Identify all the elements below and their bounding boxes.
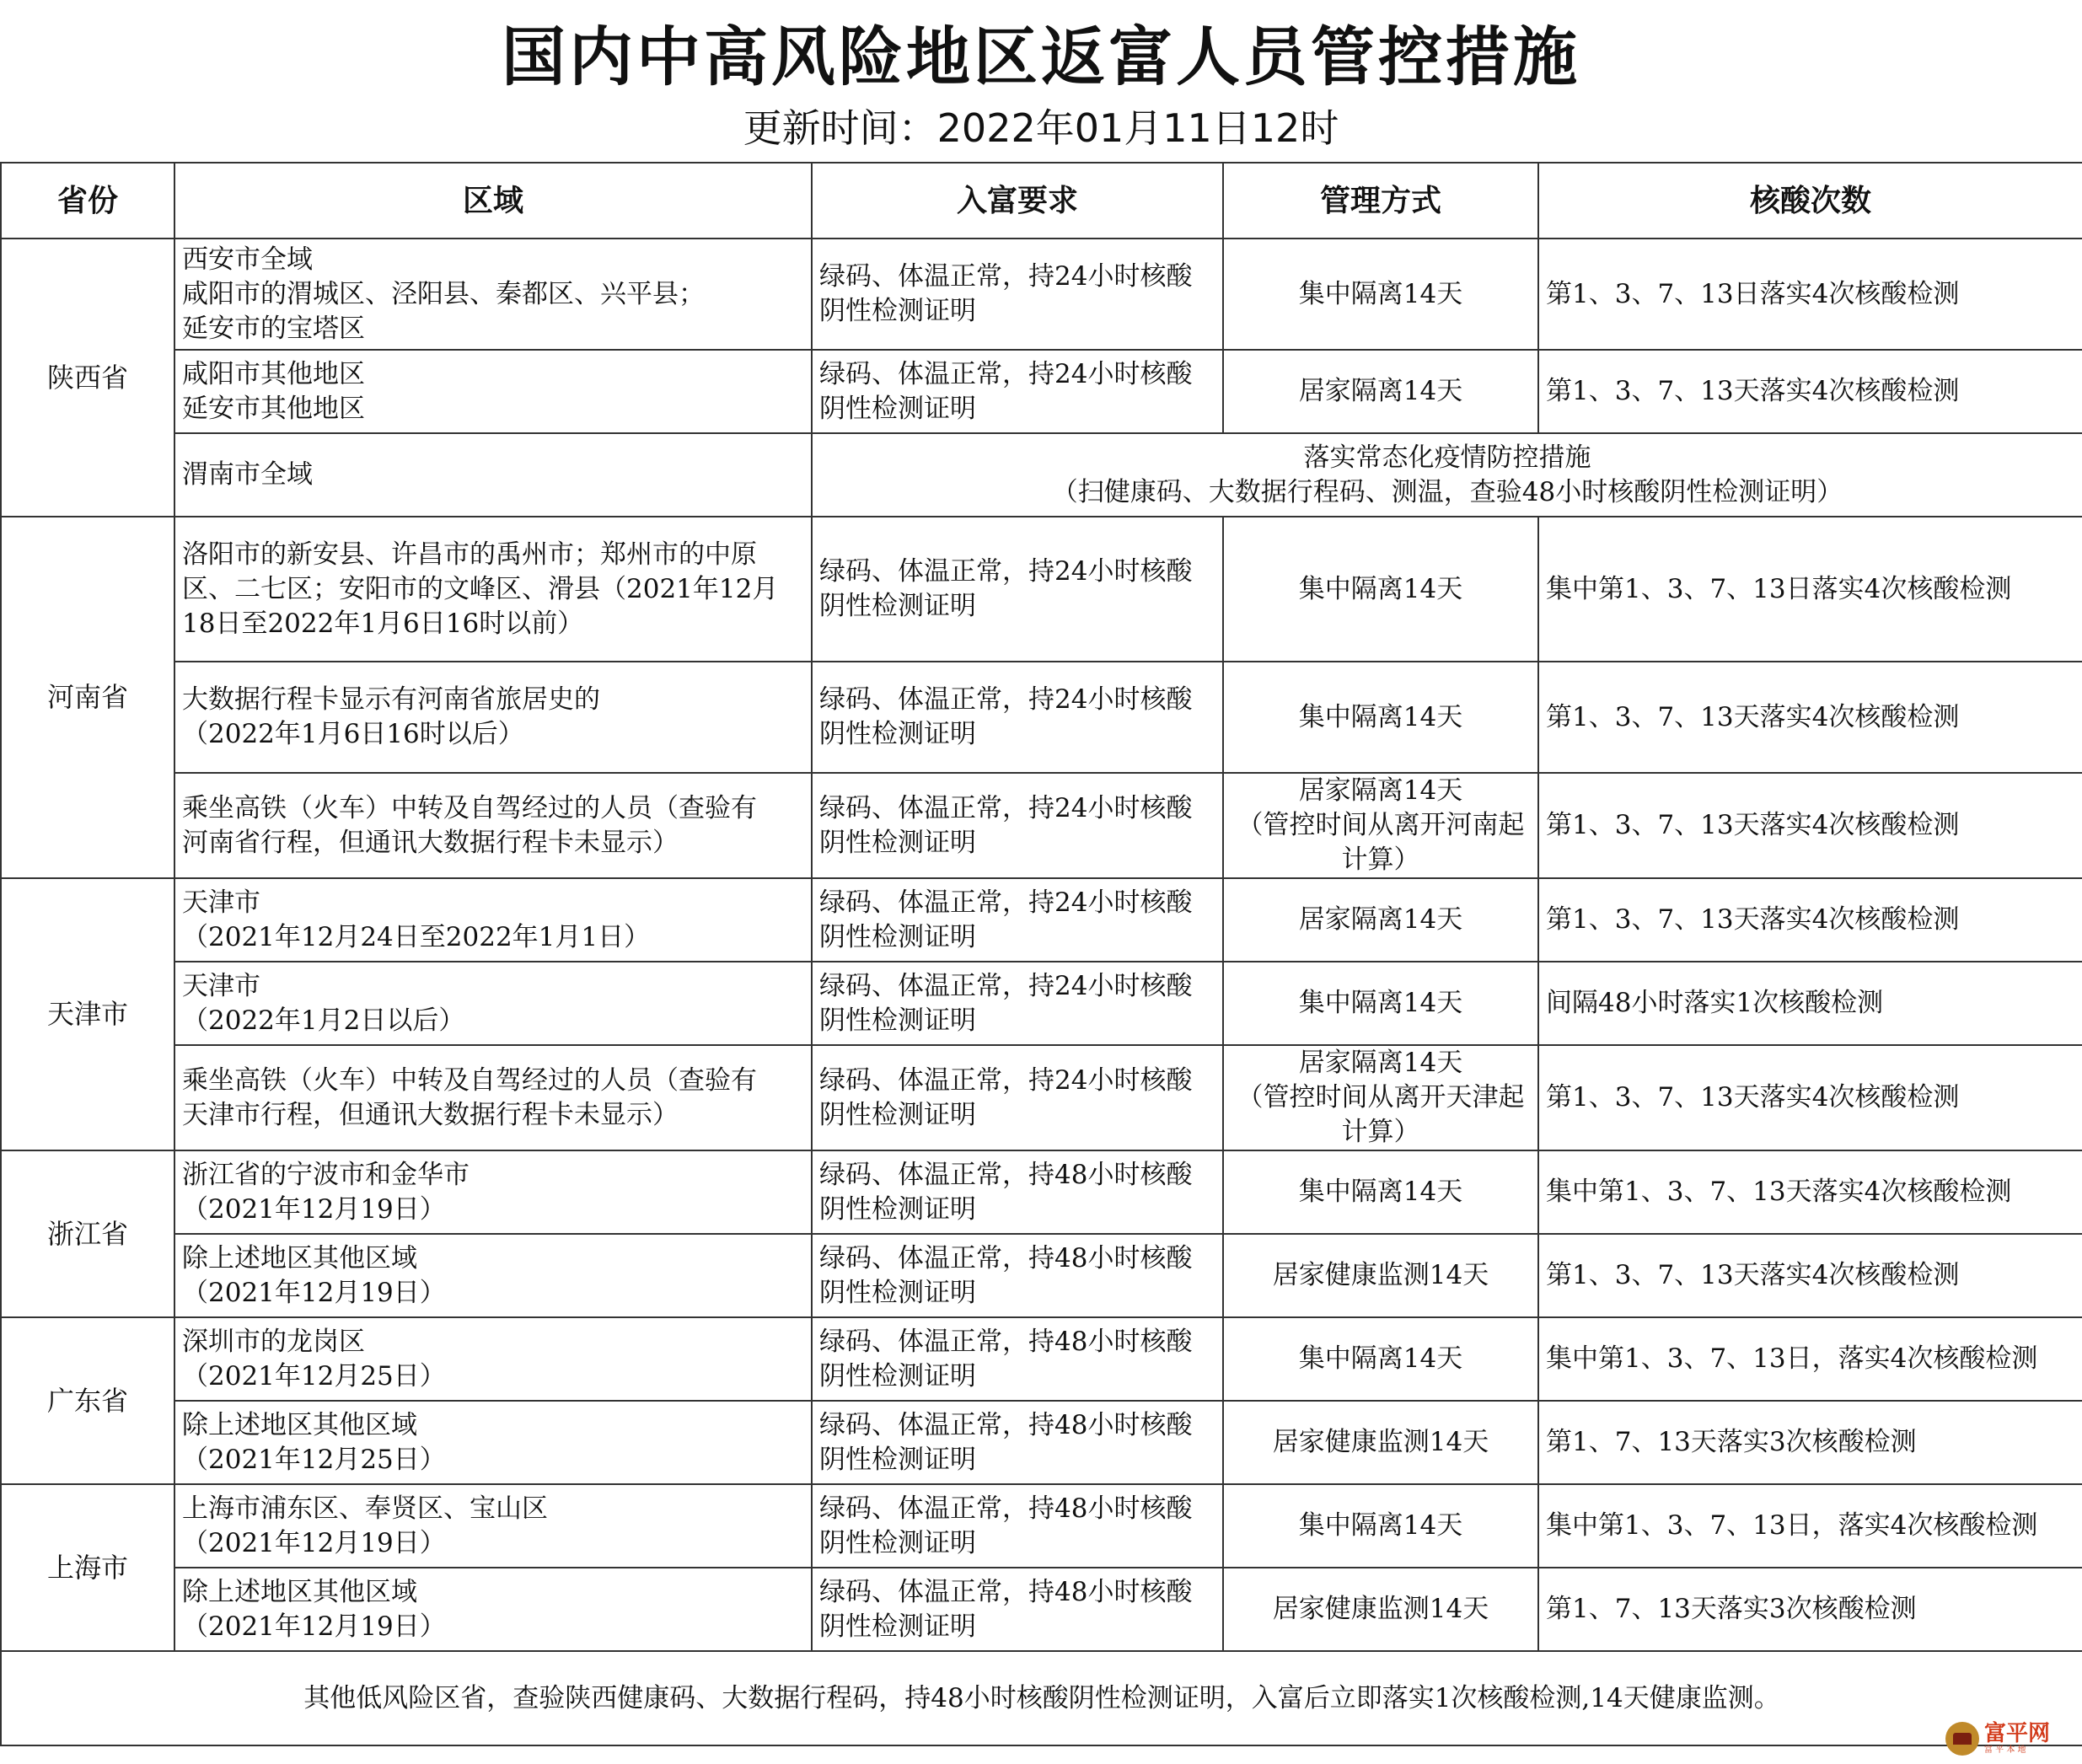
- management-cell: 集中隔离14天: [1223, 1150, 1538, 1234]
- area-cell: 咸阳市其他地区 延安市其他地区: [174, 350, 812, 433]
- requirement-cell: 绿码、体温正常，持24小时核酸 阴性检测证明: [812, 773, 1223, 878]
- table-row: [1, 1045, 2082, 1150]
- area-cell: 乘坐高铁（火车）中转及自驾经过的人员（查验有 河南省行程，但通讯大数据行程卡未显示）: [174, 773, 812, 878]
- tests-cell: 第1、3、7、13天落实4次核酸检测: [1538, 1234, 2082, 1317]
- tests-cell: 第1、3、7、13天落实4次核酸检测: [1538, 878, 2082, 962]
- management-cell: 居家隔离14天: [1223, 350, 1538, 433]
- area-cell: 渭南市全域: [174, 433, 812, 517]
- table-row: [1, 1484, 2082, 1568]
- requirement-cell: 绿码、体温正常，持24小时核酸 阴性检测证明: [812, 239, 1223, 350]
- tests-cell: 第1、3、7、13天落实4次核酸检测: [1538, 662, 2082, 773]
- area-cell: 上海市浦东区、奉贤区、宝山区 （2021年12月19日）: [174, 1484, 812, 1568]
- table-row: [1, 1401, 2082, 1484]
- update-time: 更新时间：2022年01月11日12时: [743, 105, 1339, 151]
- tests-cell: 集中第1、3、7、13日落实4次核酸检测: [1538, 517, 2082, 662]
- area-cell: 深圳市的龙岗区 （2021年12月25日）: [174, 1317, 812, 1401]
- watermark-subtext: 富 平 本 地: [1984, 1745, 2026, 1755]
- province-cell: 广东省: [1, 1317, 174, 1484]
- table-row: [1, 1568, 2082, 1651]
- header-area: 区域: [174, 163, 812, 239]
- table-row: [1, 962, 2082, 1045]
- province-cell: 天津市: [1, 878, 174, 1150]
- area-cell: 除上述地区其他区域 （2021年12月19日）: [174, 1568, 812, 1651]
- tests-cell: 第1、7、13天落实3次核酸检测: [1538, 1401, 2082, 1484]
- tests-cell: 集中第1、3、7、13日，落实4次核酸检测: [1538, 1484, 2082, 1568]
- tests-cell: 间隔48小时落实1次核酸检测: [1538, 962, 2082, 1045]
- requirement-cell: 绿码、体温正常，持24小时核酸 阴性检测证明: [812, 962, 1223, 1045]
- management-cell: 集中隔离14天: [1223, 1317, 1538, 1401]
- tests-cell: 第1、3、7、13天落实4次核酸检测: [1538, 350, 2082, 433]
- province-cell: 上海市: [1, 1484, 174, 1651]
- requirement-cell: 绿码、体温正常，持48小时核酸 阴性检测证明: [812, 1150, 1223, 1234]
- table-row: [1, 878, 2082, 962]
- requirement-cell: 绿码、体温正常，持24小时核酸 阴性检测证明: [812, 517, 1223, 662]
- area-cell: 除上述地区其他区域 （2021年12月19日）: [174, 1234, 812, 1317]
- tests-cell: 第1、3、7、13天落实4次核酸检测: [1538, 1045, 2082, 1150]
- requirement-cell: 绿码、体温正常，持24小时核酸 阴性检测证明: [812, 878, 1223, 962]
- management-cell: 居家隔离14天 （管控时间从离开天津起 计算）: [1223, 1045, 1538, 1150]
- watermark-text: 富平网: [1984, 1721, 2051, 1746]
- province-cell: 浙江省: [1, 1150, 174, 1317]
- header-requirement: 入富要求: [812, 163, 1223, 239]
- requirement-cell: 绿码、体温正常，持48小时核酸 阴性检测证明: [812, 1317, 1223, 1401]
- requirement-cell: 绿码、体温正常，持48小时核酸 阴性检测证明: [812, 1234, 1223, 1317]
- province-cell: 河南省: [1, 517, 174, 878]
- building-logo-icon: [1945, 1722, 1979, 1756]
- tests-cell: 集中第1、3、7、13天落实4次核酸检测: [1538, 1150, 2082, 1234]
- requirement-cell: 绿码、体温正常，持24小时核酸 阴性检测证明: [812, 1045, 1223, 1150]
- table-row: [1, 773, 2082, 878]
- tests-cell: 集中第1、3、7、13日，落实4次核酸检测: [1538, 1317, 2082, 1401]
- management-cell: 集中隔离14天: [1223, 239, 1538, 350]
- area-cell: 大数据行程卡显示有河南省旅居史的 （2022年1月6日16时以后）: [174, 662, 812, 773]
- area-cell: 天津市 （2022年1月2日以后）: [174, 962, 812, 1045]
- management-cell: 居家隔离14天 （管控时间从离开河南起 计算）: [1223, 773, 1538, 878]
- table-row: [1, 350, 2082, 433]
- requirement-cell: 绿码、体温正常，持48小时核酸 阴性检测证明: [812, 1401, 1223, 1484]
- table-row: [1, 517, 2082, 662]
- header-province: 省份: [1, 163, 174, 239]
- table-row: [1, 1234, 2082, 1317]
- header-tests: 核酸次数: [1538, 163, 2082, 239]
- tests-cell: 第1、3、7、13天落实4次核酸检测: [1538, 773, 2082, 878]
- requirement-cell: 绿码、体温正常，持48小时核酸 阴性检测证明: [812, 1568, 1223, 1651]
- management-cell: 集中隔离14天: [1223, 1484, 1538, 1568]
- tests-cell: 第1、7、13天落实3次核酸检测: [1538, 1568, 2082, 1651]
- area-cell: 除上述地区其他区域 （2021年12月25日）: [174, 1401, 812, 1484]
- table-row: [1, 662, 2082, 773]
- management-cell: 集中隔离14天: [1223, 517, 1538, 662]
- header-management: 管理方式: [1223, 163, 1538, 239]
- requirement-cell: 绿码、体温正常，持48小时核酸 阴性检测证明: [812, 1484, 1223, 1568]
- table-row: [1, 433, 2082, 517]
- management-cell: 居家隔离14天: [1223, 878, 1538, 962]
- footer-note: 其他低风险区省，查验陕西健康码、大数据行程码，持48小时核酸阴性检测证明，入富后立即落实1次核酸检测,14天健康监测。: [1, 1651, 2082, 1745]
- province-cell: 陕西省: [1, 239, 174, 517]
- table-row: [1, 1150, 2082, 1234]
- area-cell: 浙江省的宁波市和金华市 （2021年12月19日）: [174, 1150, 812, 1234]
- area-cell: 洛阳市的新安县、许昌市的禹州市；郑州市的中原 区、二七区；安阳市的文峰区、滑县（2021年12月 18日至2022年1月6日16时以前）: [174, 517, 812, 662]
- table-header-row: [1, 163, 2082, 239]
- management-cell: 居家健康监测14天: [1223, 1401, 1538, 1484]
- table-row: [1, 239, 2082, 350]
- table-row: [1, 1317, 2082, 1401]
- footer-row: [1, 1651, 2082, 1745]
- control-measures-table: [0, 162, 2082, 1746]
- management-cell: 居家健康监测14天: [1223, 1568, 1538, 1651]
- area-cell: 天津市 （2021年12月24日至2022年1月1日）: [174, 878, 812, 962]
- merged-measures-cell: 落实常态化疫情防控措施 （扫健康码、大数据行程码、测温，查验48小时核酸阴性检测证明）: [812, 433, 2082, 517]
- area-cell: 西安市全域 咸阳市的渭城区、泾阳县、秦都区、兴平县； 延安市的宝塔区: [174, 239, 812, 350]
- requirement-cell: 绿码、体温正常，持24小时核酸 阴性检测证明: [812, 662, 1223, 773]
- management-cell: 集中隔离14天: [1223, 662, 1538, 773]
- management-cell: 集中隔离14天: [1223, 962, 1538, 1045]
- tests-cell: 第1、3、7、13日落实4次核酸检测: [1538, 239, 2082, 350]
- management-cell: 居家健康监测14天: [1223, 1234, 1538, 1317]
- requirement-cell: 绿码、体温正常，持24小时核酸 阴性检测证明: [812, 350, 1223, 433]
- page-title: 国内中高风险地区返富人员管控措施: [502, 19, 1580, 94]
- area-cell: 乘坐高铁（火车）中转及自驾经过的人员（查验有 天津市行程，但通讯大数据行程卡未显示）: [174, 1045, 812, 1150]
- watermark-logo: [1945, 1720, 2072, 1757]
